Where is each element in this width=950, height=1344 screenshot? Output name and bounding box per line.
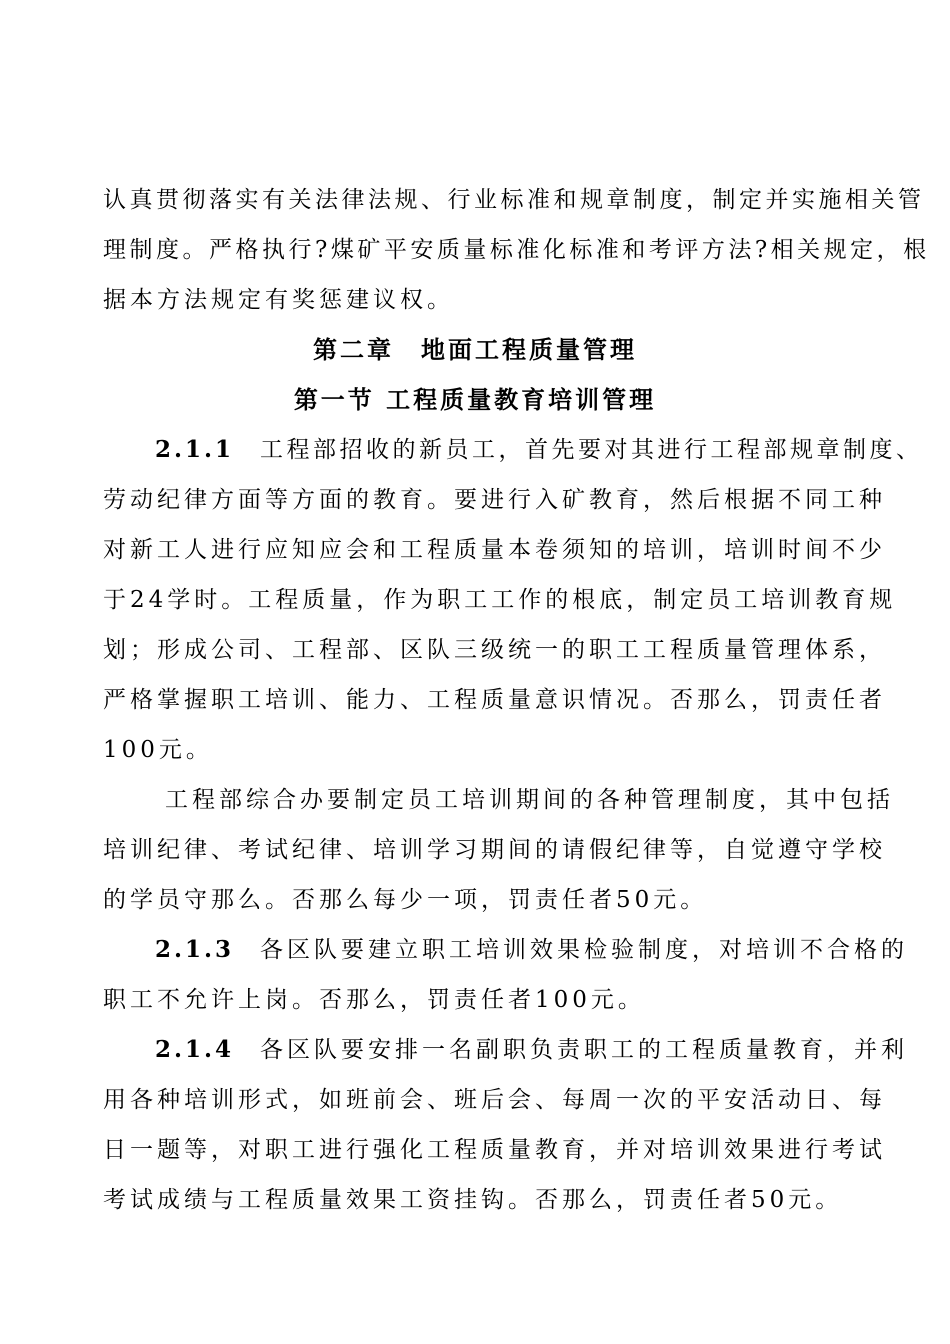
clause-2-1-4-line: 用各种培训形式，如班前会、班后会、每周一次的平安活动日、每: [103, 1087, 886, 1113]
clause-text: 工程部招收的新员工，首先要对其进行工程部规章制度、: [260, 437, 923, 463]
clause-2-1-1-line: 100元。: [103, 737, 213, 763]
clause-2-1-4-line: 考试成绩与工程质量效果工资挂钩。否那么，罚责任者50元。: [103, 1187, 843, 1213]
clause-2-1-1-line: 划；形成公司、工程部、区队三级统一的职工工程质量管理体系，: [103, 637, 886, 663]
clause-2-1-1-first-line: [155, 435, 923, 465]
clause-2-1-4-first-line: [155, 1035, 908, 1065]
office-paragraph-line: 培训纪律、考试纪律、培训学习期间的请假纪律等，自觉遵守学校: [103, 837, 886, 863]
clause-text: 各区队要安排一名副职负责职工的工程质量教育，并利: [260, 1037, 909, 1063]
clause-number: 2.1.4: [155, 1036, 235, 1063]
clause-2-1-1-line: 严格掌握职工培训、能力、工程质量意识情况。否那么，罚责任者: [103, 687, 886, 713]
clause-number: 2.1.3: [155, 936, 235, 963]
intro-line-3: 据本方法规定有奖惩建议权。: [103, 287, 454, 313]
clause-2-1-4-line: 日一题等，对职工进行强化工程质量教育，并对培训效果进行考试: [103, 1137, 886, 1163]
clause-number: 2.1.1: [155, 436, 235, 463]
clause-2-1-1-line: 劳动纪律方面等方面的教育。要进行入矿教育，然后根据不同工种: [103, 487, 886, 513]
chapter-title: 第二章 地面工程质量管理: [313, 335, 637, 364]
clause-2-1-1-line: 于24学时。工程质量，作为职工工作的根底，制定员工培训教育规: [103, 587, 897, 613]
clause-2-1-3-first-line: [155, 935, 908, 965]
section-title: 第一节 工程质量教育培训管理: [293, 385, 657, 414]
intro-line-2: 理制度。严格执行?煤矿平安质量标准化标准和考评方法?相关规定，根: [103, 237, 930, 263]
clause-text: 各区队要建立职工培训效果检验制度，对培训不合格的: [260, 937, 909, 963]
intro-line-1: 认真贯彻落实有关法律法规、行业标准和规章制度，制定并实施相关管: [103, 187, 925, 213]
office-paragraph-first-line: 工程部综合办要制定员工培训期间的各种管理制度，其中包括: [165, 787, 894, 813]
clause-2-1-3-line: 职工不允许上岗。否那么，罚责任者100元。: [103, 987, 645, 1013]
office-paragraph-line: 的学员守那么。否那么每少一项，罚责任者50元。: [103, 887, 708, 913]
clause-2-1-1-line: 对新工人进行应知应会和工程质量本卷须知的培训，培训时间不少: [103, 537, 886, 563]
